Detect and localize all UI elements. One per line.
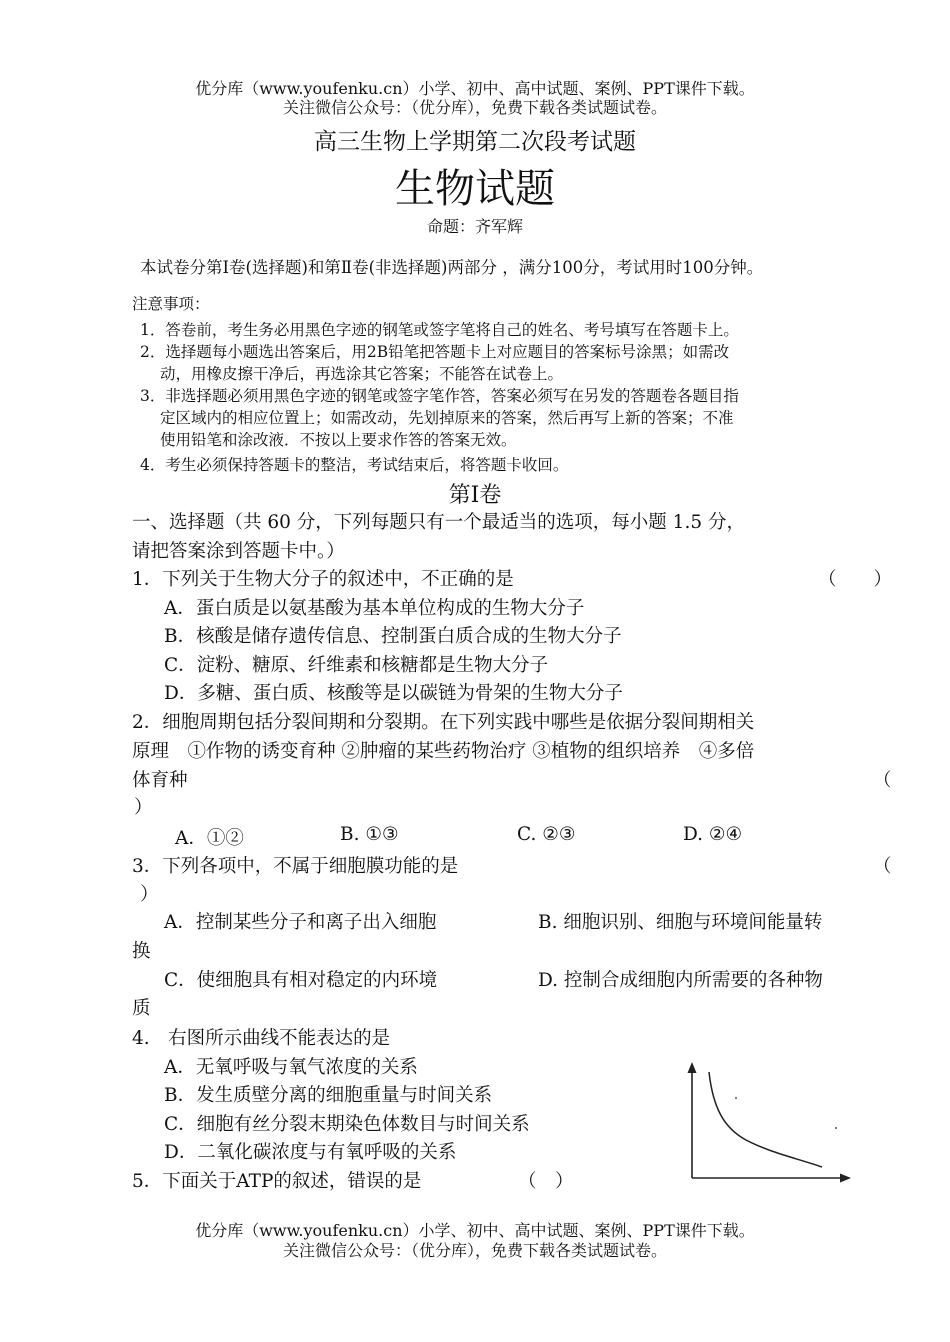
notes-heading: 注意事项：	[132, 295, 210, 313]
note-3-line-3: 使用铅笔和涂改液．不按以上要求作答的答案无效。	[160, 431, 517, 449]
q2-option-b: B. ①③	[340, 824, 399, 845]
footer-line-2: 关注微信公众号：（优分库），免费下载各类试题试卷。	[282, 1241, 667, 1260]
q1-option-c: C．淀粉、糖原、纤维素和核糖都是生物大分子	[164, 655, 549, 676]
q3-stem: 3．下列各项中，不属于细胞膜功能的是	[132, 856, 459, 877]
q2-option-a: A．①②	[175, 828, 244, 849]
q5-stem: 5．下面关于ATP的叙述，错误的是	[132, 1171, 422, 1192]
y-axis	[688, 1062, 697, 1178]
q2-option-d: D. ②④	[683, 824, 743, 845]
section-title: 第Ⅰ卷	[448, 483, 502, 508]
q2-stem-line-3: 体育种	[132, 770, 188, 791]
section-heading-line-2: 请把答案涂到答题卡中。）	[132, 541, 345, 562]
q4-curve-figure	[676, 1058, 856, 1190]
note-3-line-1: 3．非选择题必须用黑色字迹的钢笔或签字笔作答，答案必须写在另发的答题卷各题目指	[140, 387, 739, 405]
q2-option-c: C. ②③	[517, 824, 576, 845]
q3-blank-close: ）	[140, 884, 159, 905]
exam-intro: 本试卷分第Ⅰ卷(选择题)和第Ⅱ卷(非选择题)两部分 ，满分100分，考试用时100分钟。	[140, 258, 764, 277]
q4-option-b: B．发生质壁分离的细胞重量与时间关系	[164, 1085, 493, 1106]
q1-option-a: A．蛋白质是以氨基酸为基本单位构成的生物大分子	[164, 598, 585, 619]
note-4: 4．考生必须保持答题卡的整洁，考试结束后，将答题卡收回。	[140, 456, 569, 474]
q4-option-c: C．细胞有丝分裂末期染色体数目与时间关系	[164, 1114, 530, 1135]
note-2-line-2: 动，用橡皮擦干净后，再选涂其它答案；不能答在试卷上。	[160, 365, 564, 383]
q3-option-c: C．使细胞具有相对稳定的内环境	[164, 970, 438, 991]
exam-subtitle: 生物试题	[395, 166, 555, 212]
q3-option-d: D. 控制合成细胞内所需要的各种物	[538, 970, 823, 991]
q3-option-a: A．控制某些分子和离子出入细胞	[164, 912, 437, 933]
exam-title: 高三生物上学期第二次段考试题	[314, 129, 636, 155]
q2-blank-open: （	[873, 770, 892, 791]
q2-blank-close: ）	[134, 797, 153, 818]
header-line-2: 关注微信公众号：（优分库），免费下载各类试题试卷。	[282, 98, 667, 117]
q3-option-b-wrap: 换	[132, 941, 151, 962]
q1-answer-blank: （ ）	[818, 569, 893, 590]
q2-stem-line-1: 2．细胞周期包括分裂间期和分裂期。在下列实践中哪些是依据分裂间期相关	[132, 712, 755, 733]
q1-option-d: D．多糖、蛋白质、核酸等是以碳链为骨架的生物大分子	[164, 683, 623, 704]
speck-dot	[735, 1097, 737, 1099]
q3-blank-open: （	[873, 856, 892, 877]
q1-option-b: B．核酸是储存遗传信息、控制蛋白质合成的生物大分子	[164, 626, 622, 647]
note-1: 1．答卷前，考生务必用黑色字迹的钢笔或签字笔将自己的姓名、考号填写在答题卡上。	[140, 321, 739, 339]
footer-line-1: 优分库（www.youfenku.cn）小学、初中、高中试题、案例、PPT课件下载。	[195, 1221, 755, 1240]
q4-option-d: D．二氧化碳浓度与有氧呼吸的关系	[164, 1142, 457, 1163]
q5-answer-blank: （ ）	[518, 1171, 574, 1192]
q2-stem-line-2: 原理 ①作物的诱变育种 ②肿瘤的某些药物治疗 ③植物的组织培养 ④多倍	[132, 741, 755, 762]
exam-author: 命题：齐军辉	[426, 217, 523, 236]
note-2-line-1: 2．选择题每小题选出答案后，用2B铅笔把答题卡上对应题目的答案标号涂黑；如需改	[140, 343, 730, 361]
q3-option-d-wrap: 质	[132, 998, 151, 1019]
speck-dot	[835, 1127, 837, 1129]
header-line-1: 优分库（www.youfenku.cn）小学、初中、高中试题、案例、PPT课件下载。	[195, 79, 755, 98]
section-heading-line-1: 一、选择题（共 60 分，下列每题只有一个最适当的选项，每小题 1.5 分，	[132, 512, 745, 533]
q3-option-b: B. 细胞识别、细胞与环境间能量转	[538, 912, 823, 933]
note-3-line-2: 定区域内的相应位置上；如需改动，先划掉原来的答案，然后再写上新的答案；不准	[160, 409, 734, 427]
q4-option-a: A．无氧呼吸与氧气浓度的关系	[164, 1057, 418, 1078]
x-axis	[692, 1174, 851, 1183]
q1-stem: 1．下列关于生物大分子的叙述中，不正确的是	[132, 569, 514, 590]
q4-stem: 4. 右图所示曲线不能表达的是	[132, 1028, 391, 1049]
decreasing-curve	[709, 1072, 822, 1167]
